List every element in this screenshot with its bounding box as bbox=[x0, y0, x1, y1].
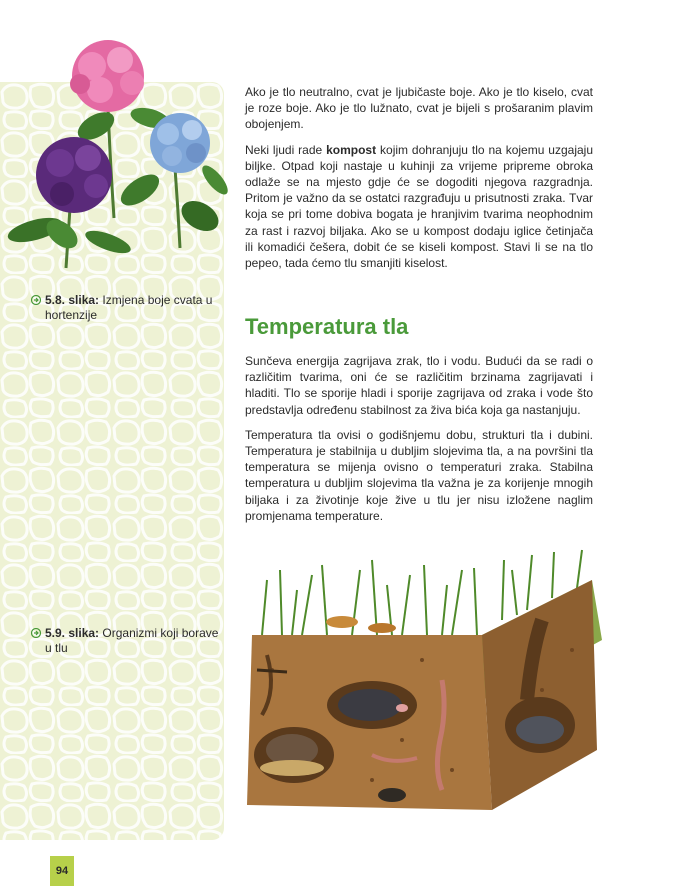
hydrangea-illustration bbox=[0, 38, 240, 273]
intro-text bbox=[245, 84, 593, 280]
figure-number: 5.9. slika: bbox=[45, 626, 100, 640]
figure-caption-5-9 bbox=[45, 626, 220, 656]
section-text bbox=[245, 353, 593, 533]
keyword-bold: kompost bbox=[326, 142, 377, 157]
figure-caption-5-8 bbox=[45, 293, 220, 323]
figure-number: 5.8. slika: bbox=[45, 293, 100, 307]
soil-organisms-illustration bbox=[242, 540, 606, 862]
text-run: kojim dohranjuju tlo na kojemu uzgajaju biljke. Otpad koji nastaje u kuhinji za vrijeme pripreme obroka odlaže se na mjesto gdje će se dogoditi njegova razgradnja. Pritom je važno da se ostatci razgrađuju u prisutnosti zraka. Tvar koja se pri tome dobiva bogata je hranjivim tvarima neophodnim za rast i razvoj biljaka. Ako se u kompost dodaju iglice četinjača ili komadići češera, dobit će se kiseli kompost. Stavi li se na tlo pepeo, tada ćemo tlu smanjiti kiselost. bbox=[245, 142, 593, 271]
arrow-right-circle-icon bbox=[31, 295, 41, 305]
figure-caption-text: Izmjena boje cvata u hortenzije bbox=[45, 293, 213, 322]
section-heading: Temperatura tla bbox=[245, 314, 409, 339]
page-number: 94 bbox=[50, 856, 74, 886]
arrow-right-circle-icon bbox=[31, 628, 41, 638]
paragraph: Ako je tlo neutralno, cvat je ljubičaste boje. Ako je tlo kiselo, cvat je roze boje. Ako je tlo lužnato, cvat je bijeli s prošaranim plavim obojenjem. bbox=[245, 85, 593, 132]
paragraph-compost bbox=[245, 142, 593, 272]
paragraph: Sunčeva energija zagrijava zrak, tlo i vodu. Budući da se radi o različitim tvarima, oni će se različitim brzinama zagrijavati i hladiti. Tlo se sporije hladi i sporije zagrijava od zraka i vode što predstavlja određenu stabilnost za živa bića koja ga nastanjuju. bbox=[245, 354, 593, 417]
figure-caption-text: Organizmi koji borave u tlu bbox=[45, 626, 219, 655]
text-run: Neki ljudi rade bbox=[245, 142, 327, 157]
paragraph: Temperatura tla ovisi o godišnjemu dobu, strukturi tla i dubini. Temperatura je stabilnija u dubljim slojevima tla, a na površini tla temperatura se mijenja ovisno o temperaturi zraka. Stabilna temperatura u dubljim slojevima tla važna je za korijenje mnogih biljaka i za životinje koje žive u tlu jer nisu izložene naglim promjenama temperature. bbox=[245, 427, 593, 523]
